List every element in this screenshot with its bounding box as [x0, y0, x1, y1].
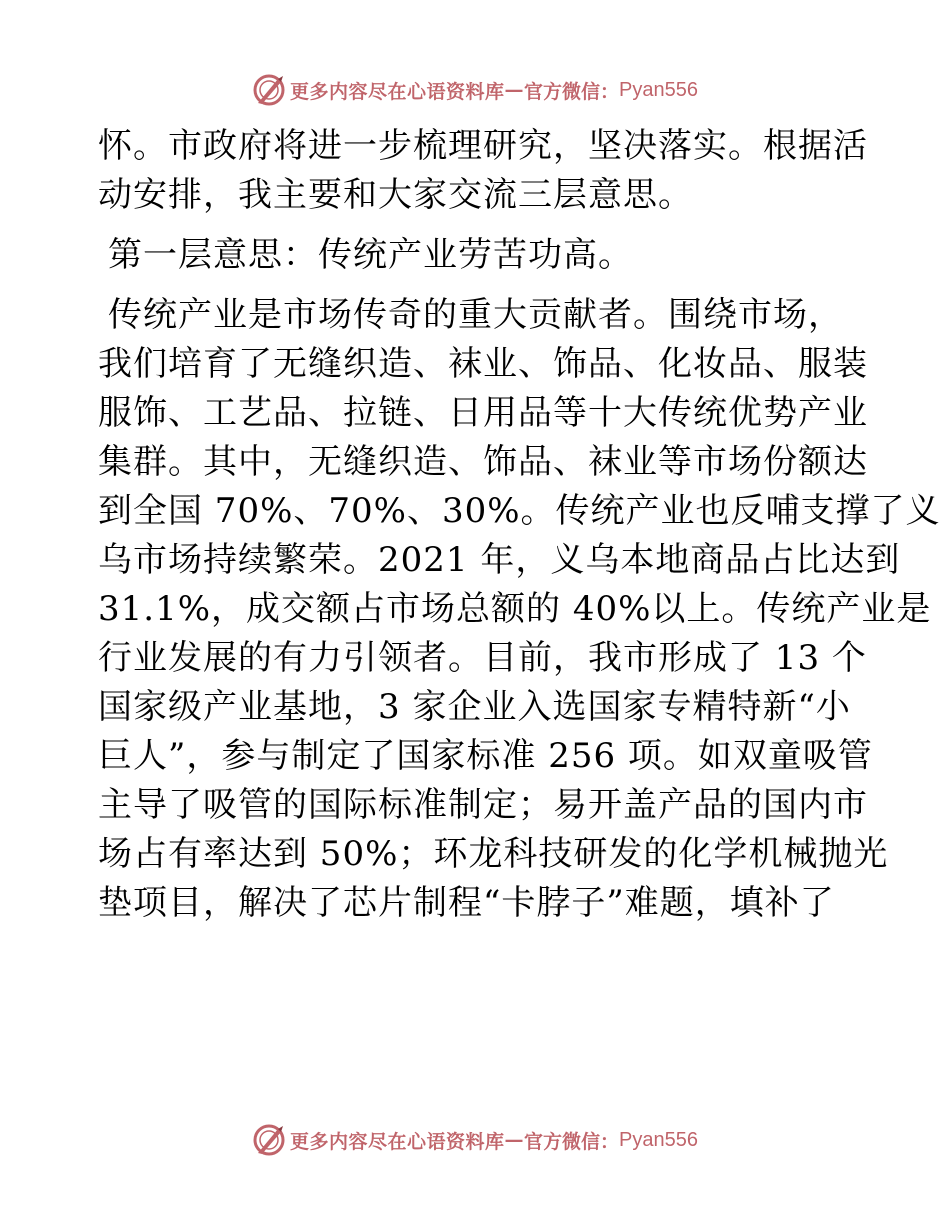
- watermark-site-text: 更多内容尽在心语资料库: [290, 80, 505, 103]
- text-line: 到全国 70%、70%、30%。传统产业也反哺支撑了义: [98, 491, 941, 531]
- watermark-separator: —: [504, 1129, 525, 1151]
- text-line: 乌市场持续繁荣。2021 年，义乌本地商品占比达到: [98, 540, 901, 580]
- text-line: 我们培育了无缝织造、袜业、饰品、化妆品、服装: [98, 344, 868, 384]
- watermark-separator: —: [504, 79, 525, 101]
- quill-logo-icon: [252, 73, 286, 107]
- watermark-site-text: 更多内容尽在心语资料库: [290, 1130, 505, 1153]
- text-line: 垫项目，解决了芯片制程“卡脖子”难题，填补了: [98, 883, 835, 923]
- text-line: 传统产业是市场传奇的重大贡献者。围绕市场，: [108, 295, 843, 335]
- text-line: 巨人”，参与制定了国家标准 256 项。如双童吸管: [98, 736, 873, 776]
- text-line: 主导了吸管的国际标准制定；易开盖产品的国内市: [98, 785, 868, 825]
- watermark-wechat-id: Pyan556: [619, 1128, 698, 1151]
- watermark-banner-top: [0, 70, 950, 110]
- watermark-official-label: 官方微信：: [524, 1130, 620, 1153]
- text-line: 服饰、工艺品、拉链、日用品等十大传统优势产业: [98, 393, 868, 433]
- watermark-banner-bottom: [0, 1120, 950, 1160]
- watermark-official-label: 官方微信：: [524, 80, 620, 103]
- section-heading: [98, 231, 858, 280]
- watermark-wechat-id: Pyan556: [619, 78, 698, 101]
- text-line: 动安排，我主要和大家交流三层意思。: [98, 175, 693, 215]
- document-body: [98, 122, 941, 928]
- text-line: 行业发展的有力引领者。目前，我市形成了 13 个: [98, 638, 867, 678]
- text-line: 集群。其中，无缝织造、饰品、袜业等市场份额达: [98, 442, 868, 482]
- paragraph-continuation: [98, 122, 868, 220]
- text-line: 国家级产业基地，3 家企业入选国家专精特新“小: [98, 687, 851, 727]
- text-line: 场占有率达到 50%；环龙科技研发的化学机械抛光: [98, 834, 889, 874]
- quill-logo-icon: [252, 1123, 286, 1157]
- text-line: 怀。市政府将进一步梳理研究，坚决落实。根据活: [98, 126, 868, 166]
- paragraph-traditional-industry: [98, 291, 941, 928]
- text-line: 31.1%，成交额占市场总额的 40%以上。传统产业是: [98, 589, 932, 629]
- text-line: 第一层意思：传统产业劳苦功高。: [108, 235, 633, 275]
